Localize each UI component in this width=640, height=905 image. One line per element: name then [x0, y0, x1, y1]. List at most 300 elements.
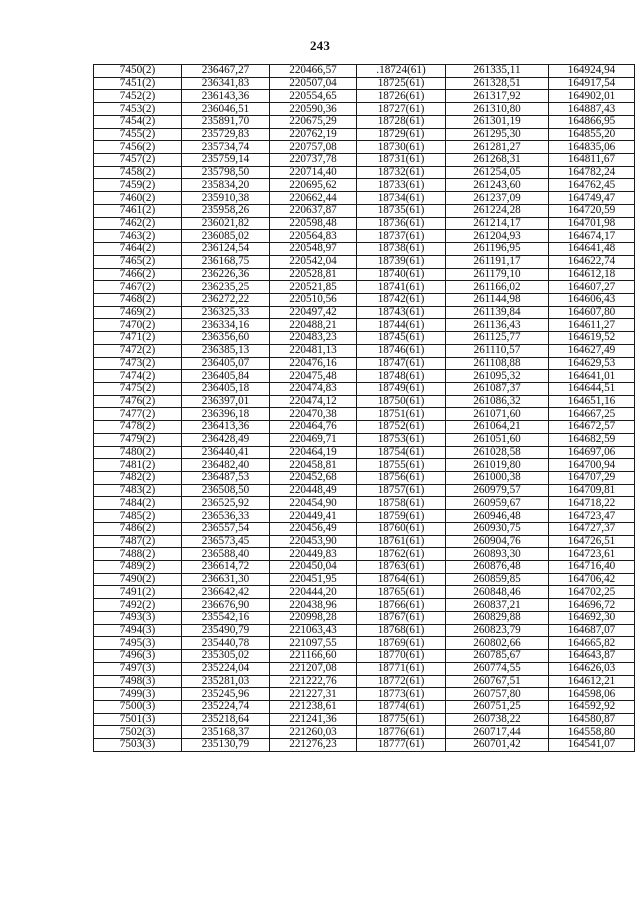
table-cell: 221222,76 [270, 675, 357, 688]
table-cell: 260859,85 [446, 573, 549, 586]
table-cell: 236525,92 [182, 497, 270, 510]
table-cell: 18765(61) [357, 586, 446, 599]
table-cell: 220554,65 [270, 90, 357, 103]
table-row [94, 103, 635, 116]
table-cell: 261139,84 [446, 306, 549, 319]
table-row [94, 255, 635, 268]
table-cell: 7483(2) [94, 484, 182, 497]
table-cell: 236397,01 [182, 395, 270, 408]
table-cell: 235218,64 [182, 713, 270, 726]
table-cell: 18738(61) [357, 243, 446, 256]
table-cell: 220458,81 [270, 459, 357, 472]
table-cell: 164612,18 [549, 268, 635, 281]
table-cell: 18771(61) [357, 662, 446, 675]
table-cell: 236631,30 [182, 573, 270, 586]
table-cell: 236467,27 [182, 65, 270, 78]
table-cell: 164723,47 [549, 510, 635, 523]
table-cell: 220451,95 [270, 573, 357, 586]
table-cell: 261144,98 [446, 293, 549, 306]
table-cell: 221166,60 [270, 650, 357, 663]
table-row [94, 230, 635, 243]
table-cell: 235440,78 [182, 637, 270, 650]
table-cell: 164723,61 [549, 548, 635, 561]
table-cell: 164626,03 [549, 662, 635, 675]
table-cell: 7467(2) [94, 281, 182, 294]
table-cell: 220456,49 [270, 522, 357, 535]
table-cell: 221276,23 [270, 739, 357, 752]
table-row [94, 522, 635, 535]
table-cell: 221063,43 [270, 624, 357, 637]
table-cell: 7458(2) [94, 166, 182, 179]
table-cell: 164924,94 [549, 65, 635, 78]
table-cell: 164665,82 [549, 637, 635, 650]
table-cell: 7456(2) [94, 141, 182, 154]
table-cell: .18724(61) [357, 65, 446, 78]
table-cell: 260738,22 [446, 713, 549, 726]
table-row [94, 281, 635, 294]
table-cell: 164701,98 [549, 217, 635, 230]
table-row [94, 395, 635, 408]
table-cell: 220454,90 [270, 497, 357, 510]
table-cell: 261243,60 [446, 179, 549, 192]
table-cell: 220714,40 [270, 166, 357, 179]
table-cell: 220476,16 [270, 357, 357, 370]
table-cell: 18767(61) [357, 611, 446, 624]
table-cell: 164727,37 [549, 522, 635, 535]
table-cell: 236588,40 [182, 548, 270, 561]
table-cell: 7469(2) [94, 306, 182, 319]
table-body [94, 65, 635, 752]
table-cell: 221207,08 [270, 662, 357, 675]
table-cell: 235834,20 [182, 179, 270, 192]
table-cell: 7457(2) [94, 154, 182, 167]
table-cell: 236676,90 [182, 599, 270, 612]
table-row [94, 166, 635, 179]
table-cell: 220564,83 [270, 230, 357, 243]
table-cell: 220662,44 [270, 192, 357, 205]
table-cell: 18774(61) [357, 700, 446, 713]
table-row [94, 293, 635, 306]
table-cell: 261335,11 [446, 65, 549, 78]
table-cell: 18770(61) [357, 650, 446, 663]
table-cell: 164667,25 [549, 408, 635, 421]
table-cell: 7459(2) [94, 179, 182, 192]
table-cell: 260893,30 [446, 548, 549, 561]
table-cell: 164672,57 [549, 421, 635, 434]
table-cell: 220481,13 [270, 344, 357, 357]
table-cell: 220590,36 [270, 103, 357, 116]
table-row [94, 611, 635, 624]
table-cell: 236428,49 [182, 433, 270, 446]
table-cell: 220448,49 [270, 484, 357, 497]
table-cell: 164643,87 [549, 650, 635, 663]
table-cell: 221238,61 [270, 700, 357, 713]
table-cell: 7460(2) [94, 192, 182, 205]
table-cell: 18754(61) [357, 446, 446, 459]
table-row [94, 306, 635, 319]
table-cell: 235891,70 [182, 115, 270, 128]
table-cell: 236021,82 [182, 217, 270, 230]
table-cell: 220637,87 [270, 204, 357, 217]
table-cell: 260904,76 [446, 535, 549, 548]
table-cell: 7481(2) [94, 459, 182, 472]
table-row [94, 637, 635, 650]
table-cell: 7478(2) [94, 421, 182, 434]
table-cell: 164887,43 [549, 103, 635, 116]
table-cell: 7473(2) [94, 357, 182, 370]
table-cell: 164700,94 [549, 459, 635, 472]
table-cell: 164606,43 [549, 293, 635, 306]
table-cell: 18746(61) [357, 344, 446, 357]
table-cell: 164720,59 [549, 204, 635, 217]
table-cell: 261086,32 [446, 395, 549, 408]
table-cell: 7500(3) [94, 700, 182, 713]
table-cell: 164611,27 [549, 319, 635, 332]
table-cell: 164641,01 [549, 370, 635, 383]
table-cell: 261179,10 [446, 268, 549, 281]
table-cell: 164674,17 [549, 230, 635, 243]
table-cell: 164612,21 [549, 675, 635, 688]
table-cell: 260829,88 [446, 611, 549, 624]
table-cell: 164541,07 [549, 739, 635, 752]
table-row [94, 561, 635, 574]
table-row [94, 472, 635, 485]
table-cell: 220510,56 [270, 293, 357, 306]
table-cell: 18773(61) [357, 688, 446, 701]
table-cell: 220483,23 [270, 332, 357, 345]
table-cell: 235729,83 [182, 128, 270, 141]
table-cell: 18772(61) [357, 675, 446, 688]
table-cell: 236614,72 [182, 561, 270, 574]
table-cell: 220497,42 [270, 306, 357, 319]
table-cell: 236143,36 [182, 90, 270, 103]
table-cell: 220464,19 [270, 446, 357, 459]
table-cell: 260946,48 [446, 510, 549, 523]
table-cell: 164702,25 [549, 586, 635, 599]
table-cell: 164716,40 [549, 561, 635, 574]
table-cell: 7485(2) [94, 510, 182, 523]
table-cell: 164835,06 [549, 141, 635, 154]
table-cell: 18768(61) [357, 624, 446, 637]
table-cell: 7477(2) [94, 408, 182, 421]
table-cell: 220474,12 [270, 395, 357, 408]
table-cell: 221097,55 [270, 637, 357, 650]
table-cell: 7475(2) [94, 382, 182, 395]
table-cell: 236482,40 [182, 459, 270, 472]
table-cell: 236272,22 [182, 293, 270, 306]
table-cell: 261136,43 [446, 319, 549, 332]
table-row [94, 332, 635, 345]
table-row [94, 128, 635, 141]
table-cell: 7487(2) [94, 535, 182, 548]
table-cell: 220675,29 [270, 115, 357, 128]
table-cell: 164692,30 [549, 611, 635, 624]
table-cell: 18751(61) [357, 408, 446, 421]
table-cell: 164855,20 [549, 128, 635, 141]
table-cell: 18729(61) [357, 128, 446, 141]
table-row [94, 382, 635, 395]
table-cell: 261125,77 [446, 332, 549, 345]
table-cell: 260751,25 [446, 700, 549, 713]
table-cell: 261295,30 [446, 128, 549, 141]
table-cell: 164709,81 [549, 484, 635, 497]
table-cell: 235759,14 [182, 154, 270, 167]
page-number: 243 [309, 38, 331, 53]
table-cell: 261166,02 [446, 281, 549, 294]
table-cell: 236046,51 [182, 103, 270, 116]
table-cell: 261108,88 [446, 357, 549, 370]
table-cell: 18766(61) [357, 599, 446, 612]
table-row [94, 204, 635, 217]
table-cell: 220548,97 [270, 243, 357, 256]
table-cell: 220453,90 [270, 535, 357, 548]
table-cell: 220466,57 [270, 65, 357, 78]
table-cell: 261110,57 [446, 344, 549, 357]
table-cell: 220450,04 [270, 561, 357, 574]
table-cell: 261000,38 [446, 472, 549, 485]
table-row [94, 65, 635, 78]
table-row [94, 700, 635, 713]
table-row [94, 344, 635, 357]
table-cell: 261237,09 [446, 192, 549, 205]
table-cell: 235734,74 [182, 141, 270, 154]
table-cell: 220521,85 [270, 281, 357, 294]
table-row [94, 484, 635, 497]
table-cell: 261028,58 [446, 446, 549, 459]
table-cell: 236440,41 [182, 446, 270, 459]
table-cell: 236413,36 [182, 421, 270, 434]
table-cell: 7474(2) [94, 370, 182, 383]
table-row [94, 370, 635, 383]
table-cell: 235910,38 [182, 192, 270, 205]
table-cell: 236487,53 [182, 472, 270, 485]
table-cell: 235490,79 [182, 624, 270, 637]
table-cell: 235281,03 [182, 675, 270, 688]
table-cell: 261095,32 [446, 370, 549, 383]
table-cell: 220528,81 [270, 268, 357, 281]
table-cell: 18750(61) [357, 395, 446, 408]
table-cell: 236325,33 [182, 306, 270, 319]
table-cell: 7462(2) [94, 217, 182, 230]
table-cell: 236085,02 [182, 230, 270, 243]
table-cell: 164592,92 [549, 700, 635, 713]
table-cell: 18757(61) [357, 484, 446, 497]
table-cell: 7496(3) [94, 650, 182, 663]
table-cell: 18776(61) [357, 726, 446, 739]
table-row [94, 548, 635, 561]
table-cell: 7498(3) [94, 675, 182, 688]
table-row [94, 510, 635, 523]
table-cell: 7495(3) [94, 637, 182, 650]
table-cell: 18731(61) [357, 154, 446, 167]
table-cell: 261317,92 [446, 90, 549, 103]
table-row [94, 141, 635, 154]
table-cell: 18736(61) [357, 217, 446, 230]
table-cell: 18743(61) [357, 306, 446, 319]
table-row [94, 77, 635, 90]
table-cell: 164902,01 [549, 90, 635, 103]
table-cell: 164607,80 [549, 306, 635, 319]
table-cell: 7468(2) [94, 293, 182, 306]
table-cell: 220438,96 [270, 599, 357, 612]
table-row [94, 713, 635, 726]
table-cell: 18726(61) [357, 90, 446, 103]
table-cell: 235542,16 [182, 611, 270, 624]
table-cell: 7488(2) [94, 548, 182, 561]
table-cell: 261310,80 [446, 103, 549, 116]
table-cell: 236405,84 [182, 370, 270, 383]
table-cell: 7452(2) [94, 90, 182, 103]
table-cell: 260802,66 [446, 637, 549, 650]
table-cell: 220762,19 [270, 128, 357, 141]
table-cell: 220695,62 [270, 179, 357, 192]
table-cell: 220469,71 [270, 433, 357, 446]
table-cell: 235224,74 [182, 700, 270, 713]
table-cell: 164726,51 [549, 535, 635, 548]
table-cell: 236124,54 [182, 243, 270, 256]
table-cell: 18727(61) [357, 103, 446, 116]
table-cell: 18777(61) [357, 739, 446, 752]
table-cell: 260848,46 [446, 586, 549, 599]
table-cell: 236396,18 [182, 408, 270, 421]
table-cell: 235130,79 [182, 739, 270, 752]
table-cell: 236341,83 [182, 77, 270, 90]
table-cell: 18753(61) [357, 433, 446, 446]
table-cell: 236508,50 [182, 484, 270, 497]
table-cell: 18748(61) [357, 370, 446, 383]
table-cell: 260717,44 [446, 726, 549, 739]
table-cell: 164696,72 [549, 599, 635, 612]
table-row [94, 408, 635, 421]
table-row [94, 268, 635, 281]
table-cell: 236334,16 [182, 319, 270, 332]
table-cell: 220507,04 [270, 77, 357, 90]
table-row [94, 115, 635, 128]
table-cell: 220757,08 [270, 141, 357, 154]
table-cell: 164697,06 [549, 446, 635, 459]
table-cell: 7464(2) [94, 243, 182, 256]
table-cell: 7497(3) [94, 662, 182, 675]
table-cell: 261087,37 [446, 382, 549, 395]
table-cell: 7465(2) [94, 255, 182, 268]
table-row [94, 154, 635, 167]
table-cell: 164644,51 [549, 382, 635, 395]
table-cell: 236405,18 [182, 382, 270, 395]
table-cell: 220470,38 [270, 408, 357, 421]
table-row [94, 357, 635, 370]
table-cell: 261071,60 [446, 408, 549, 421]
table-cell: 260757,80 [446, 688, 549, 701]
table-row [94, 688, 635, 701]
table-cell: 164651,16 [549, 395, 635, 408]
table-cell: 260979,57 [446, 484, 549, 497]
table-cell: 164707,29 [549, 472, 635, 485]
table-cell: 260767,51 [446, 675, 549, 688]
table-cell: 18764(61) [357, 573, 446, 586]
table-row [94, 192, 635, 205]
table-cell: 260785,67 [446, 650, 549, 663]
table-cell: 7499(3) [94, 688, 182, 701]
table-cell: 236356,60 [182, 332, 270, 345]
table-cell: 7466(2) [94, 268, 182, 281]
table-cell: 18763(61) [357, 561, 446, 574]
table-cell: 18735(61) [357, 204, 446, 217]
table-cell: 7492(2) [94, 599, 182, 612]
table-row [94, 90, 635, 103]
table-cell: 260774,55 [446, 662, 549, 675]
table-cell: 7494(3) [94, 624, 182, 637]
table-cell: 164782,24 [549, 166, 635, 179]
table-cell: 235958,26 [182, 204, 270, 217]
table-cell: 164706,42 [549, 573, 635, 586]
table-cell: 18749(61) [357, 382, 446, 395]
table-cell: 235168,37 [182, 726, 270, 739]
table-cell: 18769(61) [357, 637, 446, 650]
table-cell: 164762,45 [549, 179, 635, 192]
table-row [94, 662, 635, 675]
table-cell: 260823,79 [446, 624, 549, 637]
table-cell: 18747(61) [357, 357, 446, 370]
table-cell: 261268,31 [446, 154, 549, 167]
table-cell: 18761(61) [357, 535, 446, 548]
table-cell: 164749,47 [549, 192, 635, 205]
table-cell: 7470(2) [94, 319, 182, 332]
table-cell: 7479(2) [94, 433, 182, 446]
table-cell: 18740(61) [357, 268, 446, 281]
table-cell: 221227,31 [270, 688, 357, 701]
table-cell: 7501(3) [94, 713, 182, 726]
table-cell: 7486(2) [94, 522, 182, 535]
table-cell: 18733(61) [357, 179, 446, 192]
table-cell: 7480(2) [94, 446, 182, 459]
table-cell: 7493(3) [94, 611, 182, 624]
table-cell: 164641,48 [549, 243, 635, 256]
table-cell: 18756(61) [357, 472, 446, 485]
table-cell: 18755(61) [357, 459, 446, 472]
table-row [94, 739, 635, 752]
table-cell: 164687,07 [549, 624, 635, 637]
table-row [94, 459, 635, 472]
table-cell: 260930,75 [446, 522, 549, 535]
table-cell: 236235,25 [182, 281, 270, 294]
table-cell: 220488,21 [270, 319, 357, 332]
table-row [94, 726, 635, 739]
table-cell: 261051,60 [446, 433, 549, 446]
table-cell: 260701,42 [446, 739, 549, 752]
table-cell: 18739(61) [357, 255, 446, 268]
table-cell: 261328,51 [446, 77, 549, 90]
table-row [94, 573, 635, 586]
table-cell: 7482(2) [94, 472, 182, 485]
table-cell: 7503(3) [94, 739, 182, 752]
table-cell: 7450(2) [94, 65, 182, 78]
table-cell: 7461(2) [94, 204, 182, 217]
table-row [94, 421, 635, 434]
table-cell: 261019,80 [446, 459, 549, 472]
table-cell: 261064,21 [446, 421, 549, 434]
table-cell: 164682,59 [549, 433, 635, 446]
table-cell: 220444,20 [270, 586, 357, 599]
table-cell: 7451(2) [94, 77, 182, 90]
table-cell: 164627,49 [549, 344, 635, 357]
table-cell: 261281,27 [446, 141, 549, 154]
table-cell: 220475,48 [270, 370, 357, 383]
table-cell: 260876,48 [446, 561, 549, 574]
table-cell: 221260,03 [270, 726, 357, 739]
table-cell: 7502(3) [94, 726, 182, 739]
table-row [94, 319, 635, 332]
table-cell: 236226,36 [182, 268, 270, 281]
